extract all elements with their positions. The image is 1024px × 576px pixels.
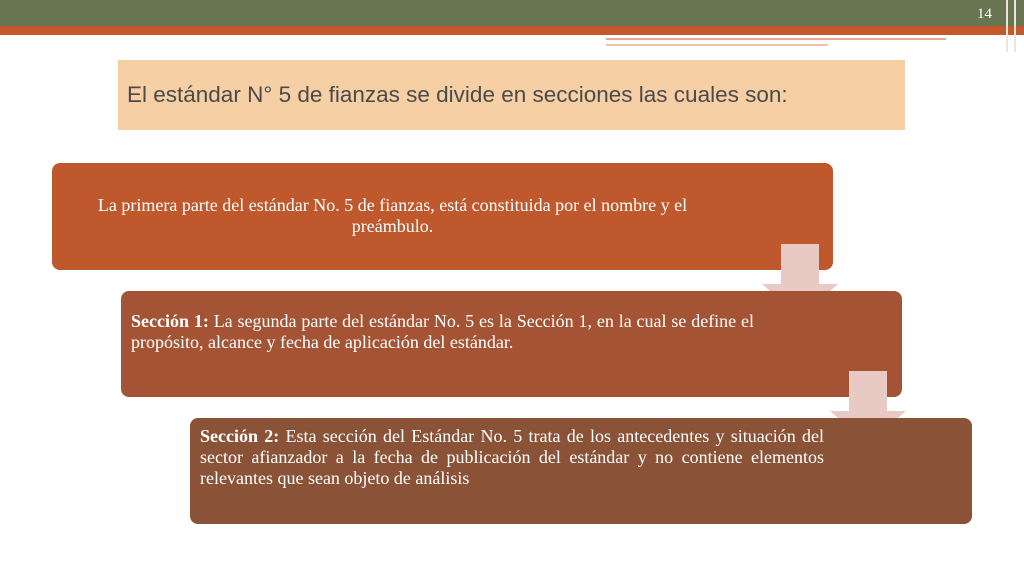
- top-bar: [0, 0, 1024, 26]
- slide-title-banner: [118, 60, 905, 130]
- accent-band: [0, 26, 1024, 35]
- process-step-3: [190, 418, 972, 524]
- step-2-text: La segunda parte del estándar No. 5 es la Sección 1, en la cual se define el propósito, alcance y fecha de aplicación del estándar.: [131, 311, 755, 352]
- decorative-line: [606, 38, 946, 40]
- page-number: 14: [977, 6, 992, 22]
- process-step-1: [52, 163, 833, 270]
- decorative-vertical-line: [1014, 0, 1016, 52]
- slide-title: El estándar N° 5 de fianzas se divide en secciones las cuales son:: [127, 82, 788, 107]
- step-2-label: Sección 1:: [131, 311, 209, 331]
- decorative-vertical-line: [1006, 0, 1008, 52]
- step-1-text: La primera parte del estándar No. 5 de fianzas, está constituida por el nombre y el preámbulo.: [97, 195, 688, 236]
- step-3-text: Esta sección del Estándar No. 5 trata de los antecedentes y situación del sector afianzador a la fecha de publicación del estándar y no contiene elementos relevantes que sean objeto de análisis: [200, 426, 824, 488]
- decorative-line: [606, 44, 828, 46]
- process-step-2: [121, 291, 902, 397]
- step-3-label: Sección 2:: [200, 426, 280, 446]
